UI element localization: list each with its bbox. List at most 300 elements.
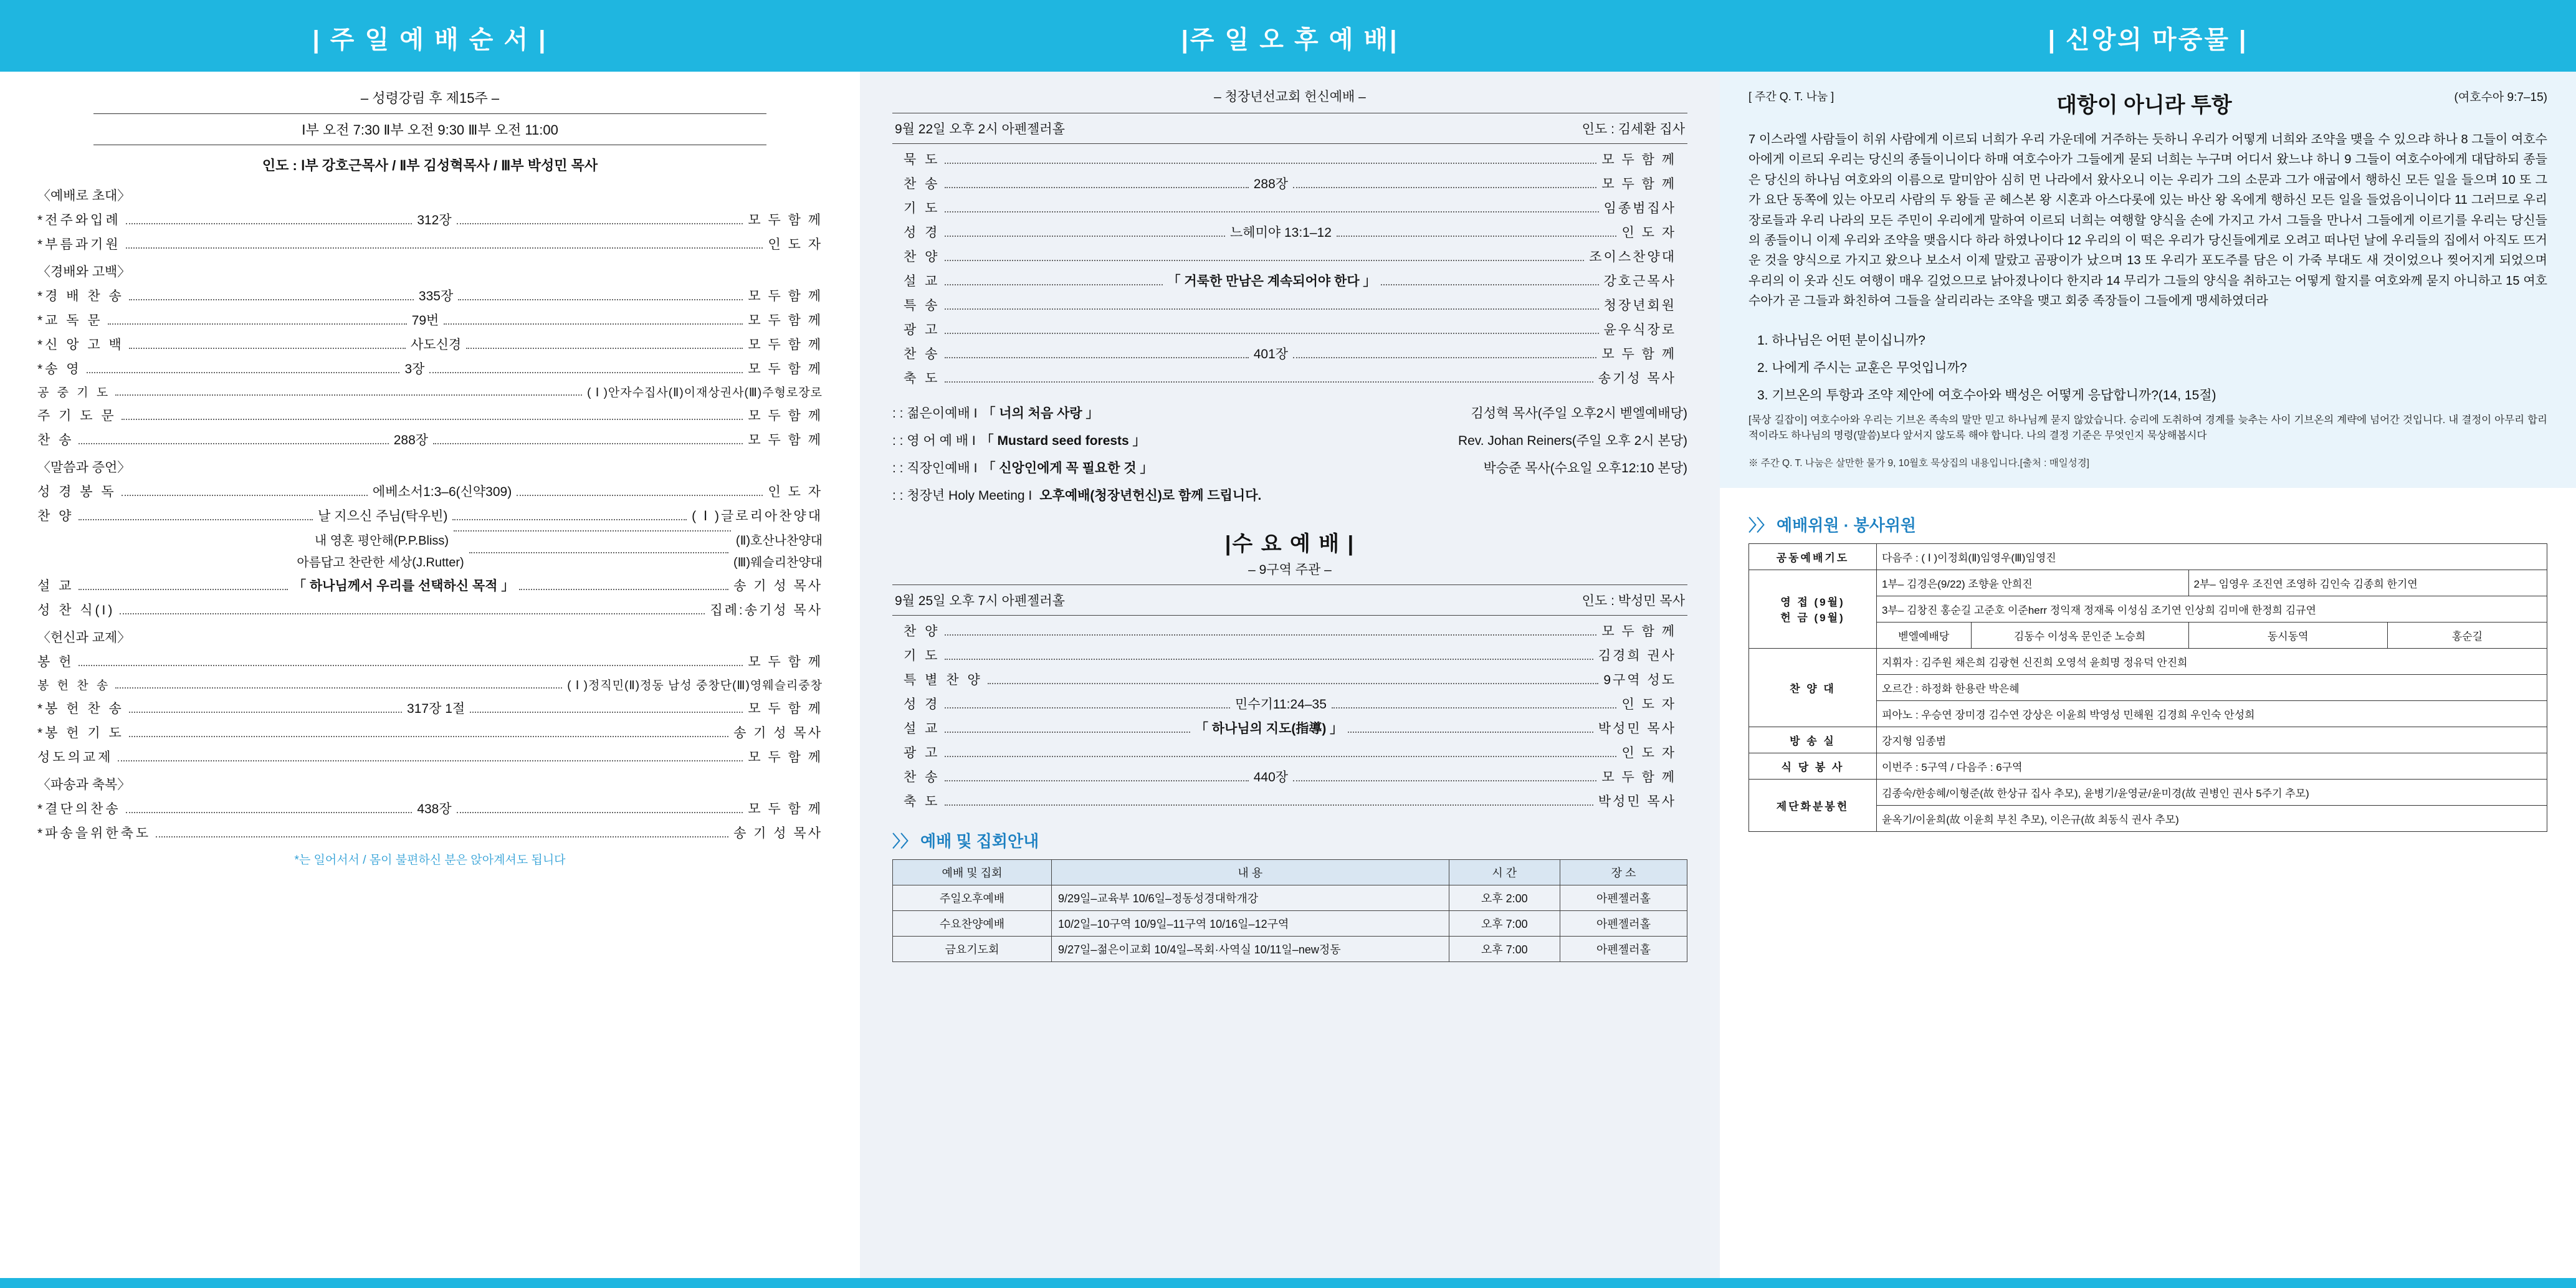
order-value: 사도신경 — [411, 338, 462, 352]
order-person: 모 두 함 께 — [748, 289, 823, 303]
dot-leader — [122, 495, 368, 496]
order-label: 찬 송 — [904, 770, 940, 785]
order-label: 특 별 찬 양 — [904, 673, 983, 687]
dot-leader — [129, 299, 414, 300]
dot-leader — [79, 589, 288, 590]
order-person: 윤우식장로 — [1603, 323, 1676, 337]
order-label: 축 도 — [904, 371, 940, 386]
choir-name: (Ⅲ)웨슬리찬양대 — [733, 556, 823, 570]
dot-leader — [126, 812, 413, 813]
order-label: 설 교 — [37, 579, 74, 593]
choir-extra-row — [37, 530, 823, 548]
service-label: : : 청장년 Holy Meeting I — [892, 489, 1033, 503]
list-item — [892, 485, 1687, 504]
dot-leader — [79, 519, 313, 520]
order-row — [37, 383, 823, 400]
dot-leader — [945, 707, 1230, 708]
col1-subtitle: – 성령강림 후 제15주 – — [360, 90, 500, 106]
order-person: 인 도 자 — [1621, 697, 1676, 712]
col1-service-times: Ⅰ부 오전 7:30 Ⅱ부 오전 9:30 Ⅲ부 오전 11:00 — [93, 113, 766, 145]
order-label: 광 고 — [904, 746, 940, 760]
order-person: 모 두 함 께 — [748, 750, 823, 765]
order-row — [904, 150, 1676, 168]
order-value: 느헤미야 13:1–12 — [1230, 226, 1332, 240]
col3-banner-title: | 신앙의 마중물 | — [1720, 10, 2576, 68]
committee-section-title — [1748, 513, 2547, 536]
dot-leader — [945, 163, 1596, 164]
qt-header — [1748, 88, 2547, 118]
col2-content — [860, 87, 1720, 962]
service-detail: 박승준 목사(수요일 오후12:10 본당) — [1483, 461, 1687, 475]
dot-leader — [1332, 707, 1617, 708]
order-label: *송 영 — [37, 362, 82, 376]
order-person: 송기성 목사 — [1598, 371, 1676, 386]
dot-leader — [945, 236, 1225, 237]
col1-content — [0, 88, 860, 867]
order-label: 성도의교제 — [37, 750, 113, 765]
choir-name: (Ⅱ)호산나찬양대 — [735, 534, 823, 548]
order-label: 성 경 봉 독 — [37, 485, 117, 499]
table-row — [893, 911, 1687, 937]
dot-leader — [988, 683, 1599, 684]
dot-leader — [1381, 284, 1598, 285]
order-person: 집례:송기성 목사 — [710, 603, 823, 618]
order-label: 봉 헌 찬 송 — [37, 679, 111, 692]
row-header-broadcast: 방 송 실 — [1749, 727, 1877, 753]
order-label: 기 도 — [904, 201, 940, 216]
order-person: 강호근목사 — [1603, 274, 1676, 289]
order-row — [904, 743, 1676, 761]
order-person: 모 두 함 께 — [748, 362, 823, 376]
cell-place: 아펜젤러홀 — [1560, 937, 1687, 962]
order-label: *봉 헌 기 도 — [37, 726, 124, 740]
dot-leader — [945, 381, 1593, 383]
list-item — [892, 458, 1687, 477]
table-row — [1749, 570, 2547, 596]
order-row — [904, 767, 1676, 786]
order-row — [37, 335, 823, 353]
order-label: 봉 헌 — [37, 655, 74, 669]
dot-leader — [945, 333, 1598, 334]
cell-bethel-chapel-label: 벧엘예배당 — [1876, 622, 1971, 648]
cell-time: 오후 2:00 — [1449, 885, 1560, 911]
order-person: 모 두 함 께 — [748, 702, 823, 716]
dot-leader — [115, 687, 562, 689]
dot-leader — [126, 247, 763, 249]
order-value: 312장 — [417, 213, 452, 227]
dot-leader — [1293, 780, 1596, 781]
list-item — [892, 403, 1687, 422]
order-label: 찬 송 — [904, 347, 940, 361]
wednesday-service-subtitle: – 9구역 주관 – — [1248, 563, 1332, 577]
dot-leader — [470, 712, 743, 713]
order-label: 주 기 도 문 — [37, 409, 117, 423]
col2-place-row — [892, 113, 1687, 144]
table-row — [1749, 779, 2547, 805]
order-value: 288장 — [1253, 177, 1289, 191]
order-person: 임종범집사 — [1603, 201, 1676, 216]
cell-conductors: 지휘자 : 김주원 채은희 김광현 신진희 오영석 윤희명 정유덕 안진희 — [1876, 648, 2547, 674]
order-label: 기 도 — [904, 649, 940, 663]
cell-time: 오후 7:00 — [1449, 937, 1560, 962]
order-label: 축 도 — [904, 794, 940, 809]
wed-leader: 인도 : 박성민 목사 — [1581, 594, 1685, 608]
notice-section-title — [892, 829, 1687, 852]
col2-banner-wrap — [860, 10, 1720, 72]
dot-leader — [126, 223, 413, 224]
dot-leader — [1348, 732, 1593, 733]
other-services-list — [892, 403, 1687, 504]
dot-leader — [444, 323, 743, 325]
committee-title-text: 예배위원 · 봉사위원 — [1777, 515, 1917, 535]
order-row — [37, 234, 823, 253]
order-row — [904, 222, 1676, 241]
sermon-title: 「 하나님의 지도(指導) 」 — [1195, 722, 1343, 736]
notice-title-text: 예배 및 집회안내 — [920, 832, 1039, 851]
order-person: ( Ⅰ )정직민(Ⅱ)정동 남성 중창단(Ⅲ)영웨슬리중창 — [567, 679, 823, 692]
order-row — [37, 799, 823, 818]
cell-broadcast: 강지형 임종범 — [1876, 727, 2547, 753]
order-row — [904, 791, 1676, 810]
cell-simul-label: 동시동역 — [2188, 622, 2387, 648]
dot-leader — [945, 357, 1248, 358]
chevron-right-icon: 〉〉 — [892, 832, 917, 851]
order-person: 송 기 성 목사 — [733, 826, 823, 841]
qt-guide-note: [묵상 길잡이] 여호수아와 우리는 기브온 족속의 말만 믿고 하나님께 묻지 않았습니다. 승리에 도취하여 경계를 늦추는 사이 기브온의 계략에 넘어간 것입니다. 내 결정이 아무리 합리적이라도 하나님의 명령(말씀)보다 앞서지 않도록 해야 합니다. 나의 결정 기준은 무엇인지 묵상해봅시다 — [1748, 414, 2547, 442]
col3-banner-wrap — [1720, 10, 2576, 72]
section-head-offering: 〈헌신과 교제〉 — [37, 631, 131, 645]
dot-leader — [945, 308, 1598, 310]
order-person: 모 두 함 께 — [1601, 770, 1676, 785]
order-row — [37, 430, 823, 449]
dot-leader — [87, 372, 400, 373]
order-label: *전주와입례 — [37, 213, 121, 227]
order-row — [904, 295, 1676, 314]
order-person: 김경희 권사 — [1598, 649, 1676, 663]
order-label: *신 앙 고 백 — [37, 338, 124, 352]
order-row — [37, 652, 823, 670]
dot-leader — [945, 260, 1584, 261]
chevron-right-icon: 〉〉 — [1748, 515, 1773, 535]
order-row — [37, 359, 823, 378]
cell-dining: 이번주 : 5구역 / 다음주 : 6구역 — [1876, 753, 2547, 779]
service-label: : : 직장인예배 I — [892, 461, 978, 475]
col1-footnote: *는 일어서서 / 몸이 불편하신 분은 앉아계셔도 됩니다 — [294, 854, 566, 867]
column-devotional — [1720, 0, 2576, 1288]
col1-banner-title: | 주 일 예 배 순 서 | — [0, 10, 860, 68]
cell-service: 주일오후예배 — [893, 885, 1052, 911]
order-person: 송 기 성 목사 — [733, 579, 823, 593]
dot-leader — [108, 323, 407, 325]
order-person: 박성민 목사 — [1598, 794, 1676, 809]
order-label: 묵 도 — [904, 153, 940, 167]
table-row — [893, 937, 1687, 962]
dot-leader — [945, 634, 1596, 636]
cell-greeting-2bu: 2부– 임영우 조진연 조영하 김인숙 김종희 한기연 — [2188, 570, 2547, 596]
order-label: *파송을위한축도 — [37, 826, 151, 841]
order-row — [904, 646, 1676, 664]
dot-leader — [115, 394, 582, 396]
committee-table — [1748, 543, 2547, 832]
order-label: 찬 송 — [904, 177, 940, 191]
order-person: 조이스찬양대 — [1589, 250, 1676, 264]
dot-leader — [519, 589, 728, 590]
order-row — [37, 406, 823, 424]
top-accent-bar — [860, 0, 1720, 10]
choir-song: 아름답고 찬란한 세상(J.Rutter) — [297, 556, 464, 570]
cell-service: 금요기도회 — [893, 937, 1052, 962]
order-row — [904, 198, 1676, 217]
order-label: 설 교 — [904, 722, 940, 736]
order-row — [37, 723, 823, 742]
table-header-row — [893, 860, 1687, 885]
order-row — [904, 320, 1676, 338]
qt-scripture-text: 7 이스라엘 사람들이 히위 사람에게 이르되 너희가 우리 가운데에 거주하는 듯하니 우리가 어떻게 너희와 조약을 맺을 수 있으랴 하나 8 그들이 여호수아에게 이르되 우리는 당신의 종들이니이다 하매 여호수아가 그들에게 묻되 너희는 누구며 어디서 왔느냐 하니 9 그들이 여호수아에게 대답하되 종들은 당신의 하나님 여호와의 이름으로 말미암아 심히 먼 나라에서 왔사오니 이는 우리가 그의 소문과 그가 애굽에서 행하신 모든 일을 들으며 10 또 그가 요단 동쪽에 있는 아모리 사람의 두 왕들 곧 헤스본 왕 시혼과 아스다롯에 있는 바산 왕 옥에게 행하신 모든 일을 들었음이니이다 11 그러므로 우리 장로들과 우리 나라의 모든 주민이 우리에게 말하여 이르되 너희는 여행할 양식을 손에 가지고 가서 그들을 만나서 그들에게 이르기를 우리는 당신들의 종들이니 이제 우리와 조약을 맺읍시다 하라 하였나이다 12 우리의 이 떡은 우리가 당신들에게로 오려고 떠나던 날에 우리들의 집에서 아직도 뜨거운 것을 양식으로 가지고 왔으나 보소서 이제 말랐고 곰팡이가 났으며 13 또 우리가 포도주를 담은 이 가죽 부대도 새 것이었으나 찢어지게 되었으며 우리의 이 옷과 신도 여행이 매우 길었으므로 낡아졌나이다 한지라 14 무리가 그들의 양식을 취하고는 어떻게 할지를 여호와께 묻지 아니하고 15 여호수아가 곧 그들과 화친하여 그들을 살리리라는 조약을 맺고 회중 족장들이 그들에게 맹세하였더라 — [1748, 133, 2547, 308]
order-row — [37, 600, 823, 619]
order-person: 모 두 함 께 — [1601, 153, 1676, 167]
dot-leader — [129, 712, 402, 713]
order-value: 3장 — [404, 362, 425, 376]
service-detail: Rev. Johan Reiners(주일 오후 2시 본당) — [1457, 434, 1687, 448]
order-value: 79번 — [411, 313, 439, 328]
dot-leader — [1293, 357, 1596, 358]
order-label: 찬 송 — [37, 433, 74, 447]
dot-leader — [458, 299, 743, 300]
list-item — [892, 431, 1687, 449]
order-label: 설 교 — [904, 274, 940, 289]
row-header-common-prayer: 공동예배기도 — [1749, 543, 1877, 570]
choir-extra-row — [37, 552, 823, 570]
dot-leader — [118, 760, 743, 761]
dot-leader — [129, 348, 406, 349]
order-row-sermon — [904, 718, 1676, 737]
column-worship-order — [0, 0, 860, 1288]
col2-banner-title: |주 일 오 후 예 배| — [860, 10, 1720, 68]
order-person: 인 도 자 — [1621, 226, 1676, 240]
qt-scripture-ref: (여호수아 9:7–15) — [2454, 91, 2547, 104]
top-accent-bar — [1720, 0, 2576, 10]
qt-question: 1. 하나님은 어떤 분이십니까? — [1757, 333, 1925, 348]
order-person: ( Ⅰ )글로리아찬양대 — [692, 509, 823, 523]
order-row — [904, 368, 1676, 387]
cell-pianists: 피아노 : 우승연 장미경 김수연 강상은 이윤희 박영성 민해원 김경희 우인숙 안성희 — [1876, 700, 2547, 727]
qt-source-note: ※ 주간 Q. T. 나눔은 살만한 물가 9, 10월호 묵상집의 내용입니다.[출처 : 매일성경] — [1748, 457, 2089, 469]
dot-leader — [517, 495, 763, 496]
dot-leader — [120, 613, 705, 614]
order-label: *봉 헌 찬 송 — [37, 702, 124, 716]
top-accent-bar — [0, 0, 860, 10]
order-label: *경 배 찬 송 — [37, 289, 124, 303]
cell-service: 수요찬양예배 — [893, 911, 1052, 937]
dot-leader — [469, 552, 728, 553]
row-header-greeting-offering: 영 접 (9월) 헌 금 (9월) — [1749, 570, 1877, 648]
order-label: 특 송 — [904, 298, 940, 313]
cell-organists: 오르간 : 하정화 한용란 박은혜 — [1876, 674, 2547, 700]
order-person: 박성민 목사 — [1598, 722, 1676, 736]
order-label: *부름과기원 — [37, 237, 121, 252]
cell-greeting-3bu: 3부– 김창진 홍순길 고준호 이준herr 정익재 정재록 이성심 조기연 인상희 김미애 한정희 김규연 — [1876, 596, 2547, 622]
dot-leader — [452, 519, 687, 520]
column-afternoon-service — [860, 0, 1720, 1288]
order-person: 인 도 자 — [1621, 746, 1676, 760]
order-person: 9구역 성도 — [1603, 673, 1676, 687]
cell-place: 아펜젤러홀 — [1560, 911, 1687, 937]
order-row — [904, 670, 1676, 689]
row-header-choir: 찬 양 대 — [1749, 648, 1877, 727]
dot-leader — [945, 780, 1248, 781]
col-header-service: 예배 및 집회 — [893, 860, 1052, 885]
wednesday-service-title: |수 요 예 배 | — [1224, 532, 1355, 556]
service-detail: 김성혁 목사(주일 오후2시 벧엘예배당) — [1471, 406, 1687, 421]
order-person: 모 두 함 께 — [748, 433, 823, 447]
order-row — [37, 699, 823, 717]
order-label: *교 독 문 — [37, 313, 103, 328]
order-row — [37, 823, 823, 842]
order-person: 청장년회원 — [1603, 298, 1676, 313]
order-value: 401장 — [1253, 347, 1289, 361]
dot-leader — [454, 530, 731, 532]
row-header-flowers: 제단화분봉헌 — [1749, 779, 1877, 831]
service-label: : : 젊은이예배 I — [892, 406, 978, 421]
order-value: 438장 — [417, 802, 452, 816]
cell-content: 9/27일–젊은이교회 10/4일–목회·사역실 10/11일–new정동 — [1052, 937, 1449, 962]
order-row — [37, 310, 823, 329]
notice-table — [892, 859, 1687, 962]
qt-question: 3. 기브온의 투항과 조약 제안에 여호수아와 백성은 어떻게 응답합니까?(14, 15절) — [1757, 388, 2216, 403]
cell-greeting-1bu: 1부– 김경은(9/22) 조향윤 안희진 — [1876, 570, 2188, 596]
row-header-dining: 식 당 봉 사 — [1749, 753, 1877, 779]
order-person: 모 두 함 께 — [748, 213, 823, 227]
order-row — [37, 676, 823, 693]
order-row — [37, 506, 823, 525]
dot-leader — [945, 211, 1598, 212]
col-header-place: 장 소 — [1560, 860, 1687, 885]
dot-leader — [129, 736, 728, 737]
dot-leader — [429, 372, 743, 373]
dot-leader — [945, 284, 1162, 285]
bottom-accent-bar — [1720, 1278, 2576, 1288]
committee-section — [1720, 488, 2576, 832]
dot-leader — [122, 419, 743, 420]
order-label: 찬 양 — [37, 509, 74, 523]
section-head-word: 〈말씀과 증언〉 — [37, 460, 131, 475]
order-label: 공 중 기 도 — [37, 386, 111, 399]
dot-leader — [433, 443, 743, 444]
wed-place-row — [892, 584, 1687, 616]
order-person: 모 두 함 께 — [1601, 624, 1676, 639]
order-person: 송 기 성 목사 — [733, 726, 823, 740]
order-value: 날 지으신 주님(탁우빈) — [318, 509, 448, 523]
order-person: 모 두 함 께 — [748, 655, 823, 669]
table-row — [1749, 543, 2547, 570]
cell-flowers-1: 김종숙/한송혜/이형준(故 한상규 집사 추모), 윤병기/윤영균/윤미경(故 권병인 권사 5주기 추모) — [1876, 779, 2547, 805]
bottom-accent-bar — [860, 1278, 1720, 1288]
choir-song: 내 영혼 평안해(P.P.Bliss) — [314, 534, 449, 548]
order-label: 성 경 — [904, 226, 940, 240]
order-label: 성 경 — [904, 697, 940, 712]
dot-leader — [79, 665, 743, 666]
dot-leader — [457, 812, 743, 813]
bottom-accent-bar — [0, 1278, 860, 1288]
table-row — [893, 885, 1687, 911]
col-header-content: 내 용 — [1052, 860, 1449, 885]
qt-panel — [1720, 72, 2576, 488]
order-value: 민수기11:24–35 — [1235, 697, 1327, 712]
order-label: 찬 양 — [904, 624, 940, 639]
order-person: 모 두 함 께 — [1601, 347, 1676, 361]
col1-banner-wrap — [0, 10, 860, 72]
order-value: 에베소서1:3–6(신약309) — [372, 485, 512, 499]
service-title: 「 신앙인에게 꼭 필요한 것 」 — [982, 461, 1153, 475]
service-title: 오후예배(청장년헌신)로 함께 드립니다. — [1039, 489, 1262, 503]
order-row — [904, 694, 1676, 713]
cell-flowers-2: 윤옥기/이윤희(故 이윤희 부친 추모), 이은규(故 최동식 권사 추모) — [1876, 805, 2547, 831]
dot-leader — [945, 187, 1248, 188]
dot-leader — [945, 756, 1616, 757]
service-label: : : 영 어 예 배 I — [892, 434, 976, 448]
cell-common-prayer: 다음주 : ( Ⅰ )이정회(Ⅱ)임영우(Ⅲ)임영진 — [1876, 543, 2547, 570]
order-value: 440장 — [1253, 770, 1289, 785]
cell-content: 9/29일–교육부 10/6일–정동성경대학개강 — [1052, 885, 1449, 911]
table-row — [1749, 727, 2547, 753]
section-head-invitation: 〈예배로 초대〉 — [37, 189, 131, 203]
table-row — [1749, 648, 2547, 674]
order-row — [904, 247, 1676, 265]
order-row — [37, 747, 823, 766]
order-person: 모 두 함 께 — [748, 338, 823, 352]
dot-leader — [79, 443, 388, 444]
dot-leader — [457, 223, 743, 224]
order-person: ( Ⅰ )안자수집사(Ⅱ)이재상권사(Ⅲ)주형로장로 — [587, 386, 823, 399]
order-row — [37, 210, 823, 229]
order-row — [37, 286, 823, 305]
order-person: 인 도 자 — [768, 485, 823, 499]
dot-leader — [1293, 187, 1596, 188]
qt-question: 2. 나에게 주시는 교훈은 무엇입니까? — [1757, 360, 1967, 375]
order-value: 317장 1절 — [407, 702, 465, 716]
service-title: 「 너의 처음 사랑 」 — [982, 406, 1099, 421]
sermon-title: 「 하나님께서 우리를 선택하신 목적 」 — [293, 579, 515, 593]
qt-title: 대항이 아니라 투항 — [2056, 93, 2232, 117]
cell-bethel-chapel-names: 김동수 이성옥 문인준 노승희 — [1971, 622, 2188, 648]
order-label: 광 고 — [904, 323, 940, 337]
table-row — [1749, 753, 2547, 779]
wed-place: 9월 25일 오후 7시 아펜젤러홀 — [895, 594, 1065, 608]
col2-subtitle: – 청장년선교회 헌신예배 – — [1214, 90, 1366, 104]
order-person: 모 두 함 께 — [748, 409, 823, 423]
dot-leader — [945, 804, 1593, 806]
order-person: 모 두 함 께 — [1601, 177, 1676, 191]
order-value: 288장 — [393, 433, 429, 447]
order-row-sermon — [37, 576, 823, 594]
cell-time: 오후 7:00 — [1449, 911, 1560, 937]
dot-leader — [945, 659, 1593, 660]
order-row — [904, 621, 1676, 640]
dot-leader — [1337, 236, 1617, 237]
sermon-title: 「 거룩한 만남은 계속되어야 한다 」 — [1167, 274, 1376, 289]
col2-leader: 인도 : 김세환 집사 — [1581, 122, 1685, 136]
order-label: 찬 양 — [904, 250, 940, 264]
col1-leaders: 인도 : Ⅰ부 강호근목사 / Ⅱ부 김성혁목사 / Ⅲ부 박성민 목사 — [262, 158, 598, 173]
cell-place: 아펜젤러홀 — [1560, 885, 1687, 911]
dot-leader — [156, 836, 728, 837]
order-label: 성 찬 식(I) — [37, 603, 115, 618]
order-row — [904, 174, 1676, 193]
qt-tag: [ 주간 Q. T. 나눔 ] — [1748, 90, 1834, 103]
order-value: 335장 — [418, 289, 454, 303]
order-label: *결단의찬송 — [37, 802, 121, 816]
order-person: 모 두 함 께 — [748, 802, 823, 816]
